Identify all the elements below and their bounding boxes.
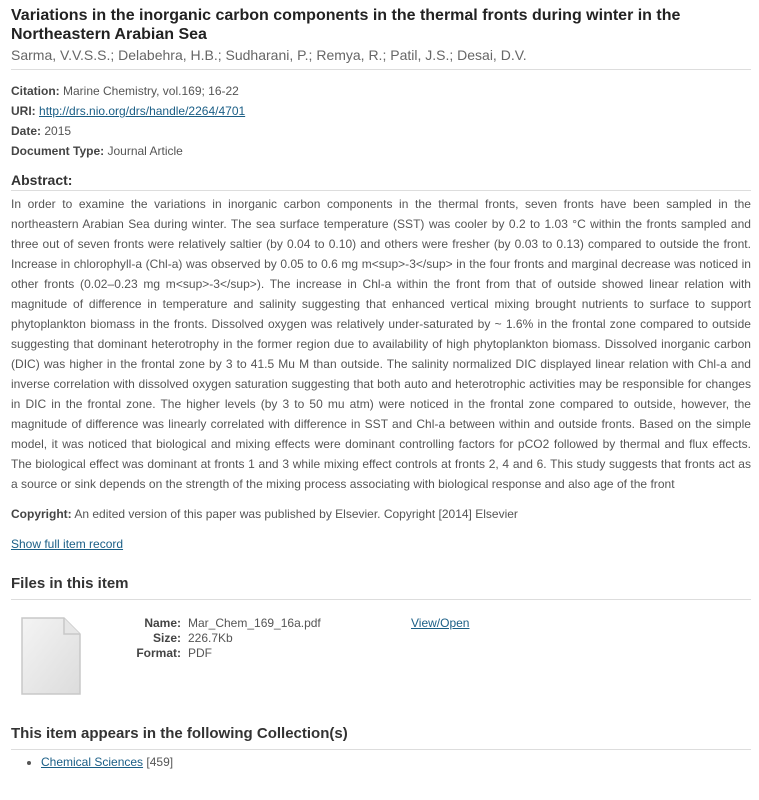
abstract-text: In order to examine the variations in inorganic carbon components in the thermal fronts, seven fronts have been sampled in the northeastern Arabian Sea during winter. The sea surface temperature (SST) was cooler by 0.2 to 1.03 °C within the fronts sampled and three out of seven fronts were relatively saltier (by 0.04 to 0.10) and others were fresher (by 0.03 to 0.13) compared to outside the front. Increase in chlorophyll-a (Chl-a) was observed by 0.05 to 0.6 mg m<sup>-3</sup> in the four fronts and marginal decrease was noticed in other fronts (0.02–0.23 mg m<sup>-3</sup>). The increase in Chl-a within the front from that of outside showed linear relation with magnitude of difference in temperature and salinity suggesting that enhanced vertical mixing brought nutrients to surface to support phytoplankton biomass in the fronts. Dissolved oxygen was relatively under-saturated by ~ 1.6% in the frontal zone compared to outside suggesting that dominant heterotrophy in the former region due to availability of high phytoplankton biomass. Dissolved inorganic carbon (DIC) was higher in the frontal zone by 3 to 41.5 Mu M than outside. The salinity normalized DIC displayed linear relation with Chl-a and inverse correlation with dissolved oxygen saturation suggesting that both auto and heterotrophic activities may be responsible for changes in DIC in the frontal zone. The higher levels (by 3 to 50 mu atm) were noticed in the frontal zone compared to outside, however, the magnitude of difference was linearly correlated with difference in SST and Chl-a between within and outside fronts. Based on the simple model, it was noticed that biological and mixing effects were dominant controlling factors for pCO2 followed by thermal and flux effects. The biological effect was dominant at fronts 1 and 3 while mixing effect controls at fronts 2, 4 and 6. This study suggests that fronts act as a source or sink depends on the strength of the mixing process associating with biological response and also age of the front xyxy=(11,197,751,491)
full-record-row xyxy=(11,534,751,554)
file-format-row xyxy=(121,646,321,661)
date-label: Date: xyxy=(11,124,42,138)
copyright-label: Copyright: xyxy=(11,507,72,521)
date-value: 2015 xyxy=(44,124,72,138)
abstract-divider xyxy=(11,190,751,191)
item-title: Variations in the inorganic carbon components in the thermal fronts during winter in the Northeastern Arabian Sea xyxy=(11,7,681,43)
collection-link[interactable]: Chemical Sciences xyxy=(41,755,144,769)
collections-heading: This item appears in the following Collection(s) xyxy=(11,725,348,742)
abstract-heading: Abstract: xyxy=(11,172,73,188)
file-name-value: Mar_Chem_169_16a.pdf xyxy=(188,616,321,630)
citation-row xyxy=(11,81,751,101)
file-item xyxy=(11,610,751,710)
doctype-label: Document Type: xyxy=(11,144,105,158)
date-row xyxy=(11,121,751,141)
file-size-row xyxy=(121,631,321,646)
list-item xyxy=(41,754,751,770)
item-metadata xyxy=(11,81,751,161)
document-icon[interactable] xyxy=(20,616,82,696)
citation-value: Marine Chemistry, vol.169; 16-22 xyxy=(63,84,239,98)
files-divider xyxy=(11,599,751,600)
doctype-value: Journal Article xyxy=(107,144,183,158)
file-size-value: 226.7Kb xyxy=(188,631,233,645)
file-properties xyxy=(121,616,321,661)
citation-label: Citation: xyxy=(11,84,60,98)
collections-list xyxy=(11,754,751,770)
collection-count: [459] xyxy=(146,755,174,769)
file-size-label: Size: xyxy=(152,631,181,645)
collections-divider xyxy=(11,749,751,750)
uri-link[interactable]: http://drs.nio.org/drs/handle/2264/4701 xyxy=(39,104,246,118)
file-name-label: Name: xyxy=(144,616,181,630)
file-name-row xyxy=(121,616,321,631)
title-divider xyxy=(11,69,751,70)
file-format-value: PDF xyxy=(188,646,212,660)
uri-label: URI: xyxy=(11,104,36,118)
file-format-label: Format: xyxy=(136,646,181,660)
copyright-row xyxy=(11,504,751,524)
uri-row xyxy=(11,101,751,121)
copyright-value: An edited version of this paper was published by Elsevier. Copyright [2014] Elsevier xyxy=(74,507,518,521)
files-heading: Files in this item xyxy=(11,575,129,592)
doctype-row xyxy=(11,141,751,161)
item-authors: Sarma, V.V.S.S.; Delabehra, H.B.; Sudharani, P.; Remya, R.; Patil, J.S.; Desai, D.V. xyxy=(11,47,527,63)
view-open-link[interactable]: View/Open xyxy=(411,616,470,630)
show-full-record-link[interactable]: Show full item record xyxy=(11,537,124,551)
